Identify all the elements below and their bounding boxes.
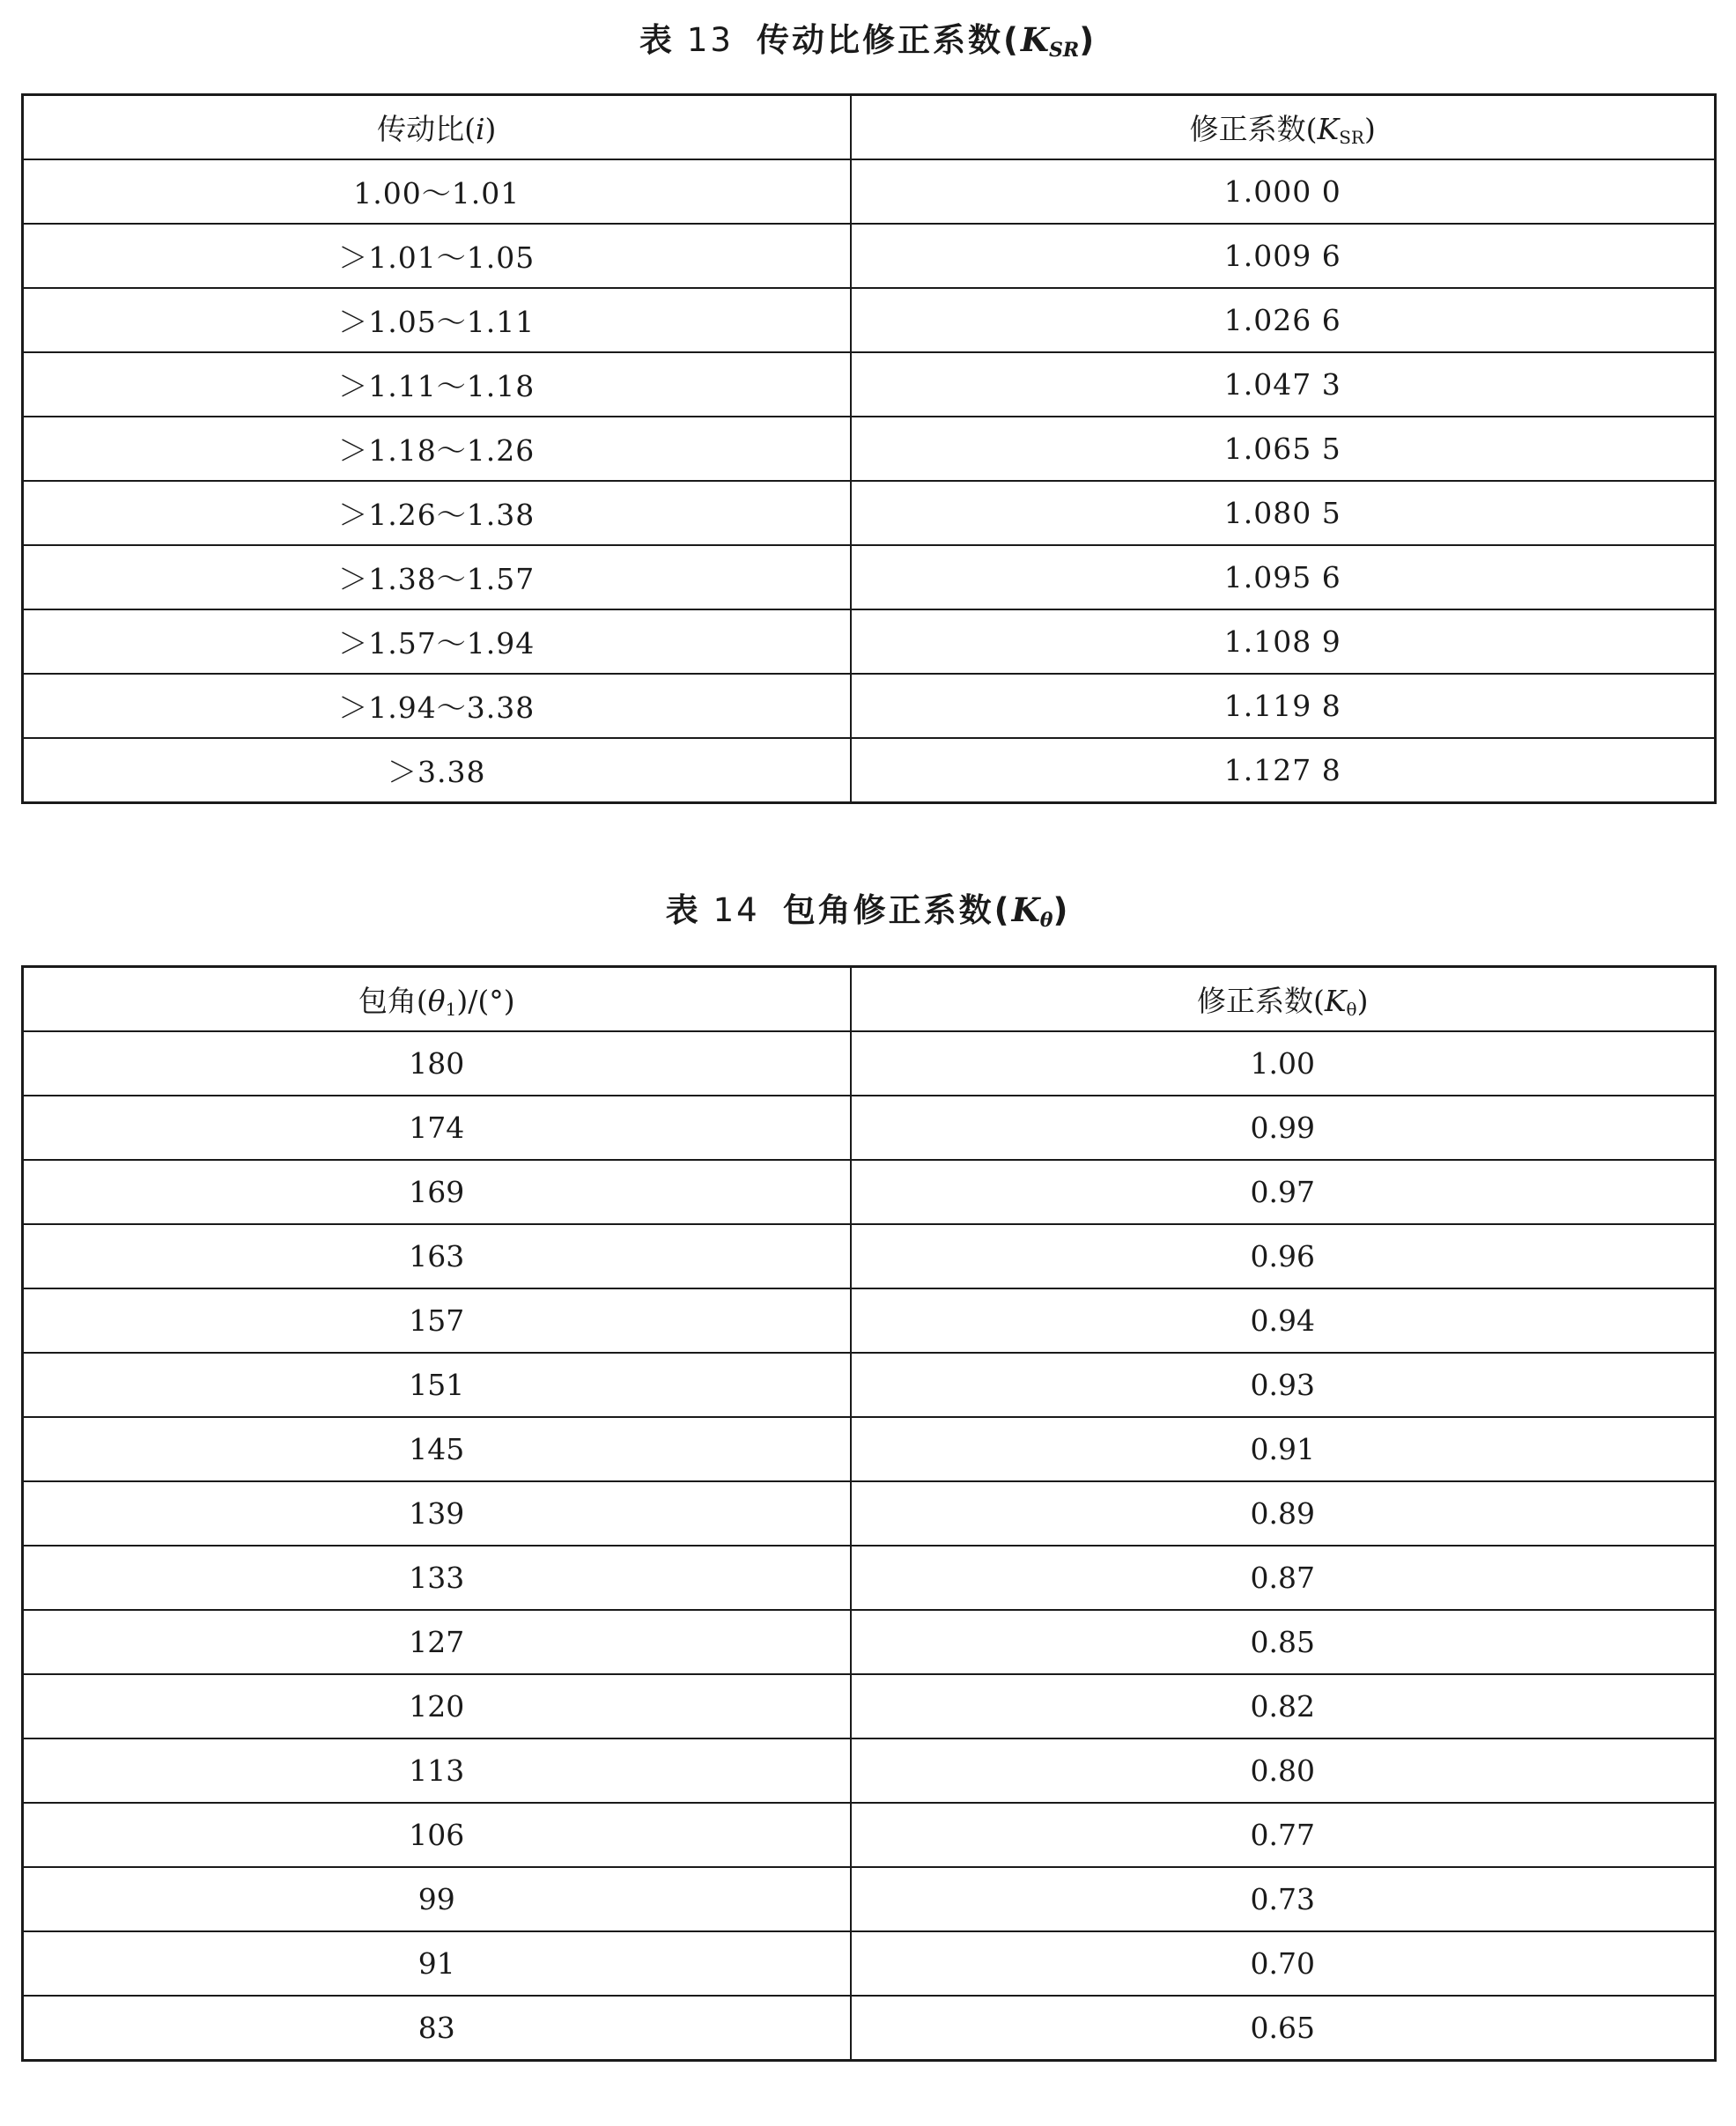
table-row xyxy=(23,1803,1716,1867)
factor-cell: 0.89 xyxy=(851,1481,1716,1546)
ratio-cell: ＞1.01～1.05 xyxy=(23,224,851,288)
angle-cell: 133 xyxy=(23,1546,851,1610)
ratio-cell: ＞1.94～3.38 xyxy=(23,674,851,738)
header-transmission-ratio xyxy=(23,95,851,160)
caption-close: ) xyxy=(1079,21,1097,59)
caption-subscript: SR xyxy=(1049,39,1080,62)
factor-cell: 1.00 xyxy=(851,1031,1716,1096)
caption-close: ) xyxy=(1053,891,1071,929)
header-text: 包角( xyxy=(358,984,428,1018)
factor-cell: 0.80 xyxy=(851,1738,1716,1803)
table-row xyxy=(23,609,1716,674)
factor-cell: 1.119 8 xyxy=(851,674,1716,738)
angle-cell: 145 xyxy=(23,1417,851,1481)
table-row xyxy=(23,1031,1716,1096)
table-row xyxy=(23,1353,1716,1417)
table-14 xyxy=(21,965,1717,2062)
angle-cell: 163 xyxy=(23,1224,851,1288)
angle-cell: 151 xyxy=(23,1353,851,1417)
caption-symbol: K xyxy=(1011,890,1040,929)
factor-cell: 0.93 xyxy=(851,1353,1716,1417)
header-close: )/(°) xyxy=(456,984,515,1018)
header-wrap-angle xyxy=(23,967,851,1032)
ratio-cell: ＞3.38 xyxy=(23,738,851,803)
table-14-caption xyxy=(0,888,1736,942)
table-13-caption xyxy=(0,18,1736,72)
table-row xyxy=(23,1417,1716,1481)
ratio-cell: 1.00～1.01 xyxy=(23,159,851,224)
table-13 xyxy=(21,93,1717,804)
table-row xyxy=(23,674,1716,738)
header-close: ) xyxy=(1363,112,1376,146)
caption-text: 传动比修正系数( xyxy=(756,21,1021,59)
caption-symbol: K xyxy=(1020,20,1050,59)
header-text: 传动比( xyxy=(377,112,476,146)
table-row xyxy=(23,288,1716,352)
table-row xyxy=(23,1096,1716,1160)
caption-subscript: θ xyxy=(1039,909,1053,932)
factor-cell: 1.108 9 xyxy=(851,609,1716,674)
header-symbol: θ xyxy=(427,984,446,1018)
factor-cell: 1.127 8 xyxy=(851,738,1716,803)
factor-cell: 0.82 xyxy=(851,1674,1716,1738)
angle-cell: 157 xyxy=(23,1288,851,1353)
table-header-row xyxy=(23,967,1716,1032)
factor-cell: 0.99 xyxy=(851,1096,1716,1160)
factor-cell: 0.96 xyxy=(851,1224,1716,1288)
angle-cell: 113 xyxy=(23,1738,851,1803)
table-row xyxy=(23,545,1716,609)
table-row xyxy=(23,481,1716,545)
table-row xyxy=(23,1738,1716,1803)
header-close: ) xyxy=(484,112,497,146)
factor-cell: 0.94 xyxy=(851,1288,1716,1353)
angle-cell: 169 xyxy=(23,1160,851,1224)
factor-cell: 1.095 6 xyxy=(851,545,1716,609)
header-text: 修正系数( xyxy=(1197,984,1325,1018)
ratio-cell: ＞1.38～1.57 xyxy=(23,545,851,609)
angle-cell: 99 xyxy=(23,1867,851,1931)
factor-cell: 1.009 6 xyxy=(851,224,1716,288)
angle-cell: 174 xyxy=(23,1096,851,1160)
table-row xyxy=(23,1931,1716,1996)
table-row xyxy=(23,1610,1716,1674)
header-subscript: SR xyxy=(1339,127,1364,148)
angle-cell: 139 xyxy=(23,1481,851,1546)
table-row xyxy=(23,1867,1716,1931)
factor-cell: 0.91 xyxy=(851,1417,1716,1481)
header-symbol: K xyxy=(1324,984,1347,1018)
ratio-cell: ＞1.11～1.18 xyxy=(23,352,851,417)
table-row xyxy=(23,1160,1716,1224)
ratio-cell: ＞1.26～1.38 xyxy=(23,481,851,545)
ratio-cell: ＞1.57～1.94 xyxy=(23,609,851,674)
table-row xyxy=(23,224,1716,288)
angle-cell: 127 xyxy=(23,1610,851,1674)
table-row xyxy=(23,1546,1716,1610)
header-close: ) xyxy=(1356,984,1369,1018)
table-row xyxy=(23,1288,1716,1353)
factor-cell: 0.97 xyxy=(851,1160,1716,1224)
angle-cell: 120 xyxy=(23,1674,851,1738)
table-row xyxy=(23,352,1716,417)
table-row xyxy=(23,417,1716,481)
caption-number: 13 xyxy=(686,21,734,59)
factor-cell: 1.000 0 xyxy=(851,159,1716,224)
factor-cell: 1.047 3 xyxy=(851,352,1716,417)
angle-cell: 83 xyxy=(23,1996,851,2061)
factor-cell: 0.73 xyxy=(851,1867,1716,1931)
caption-number: 14 xyxy=(713,891,760,929)
table-row xyxy=(23,1481,1716,1546)
header-symbol: K xyxy=(1317,112,1340,146)
ratio-cell: ＞1.18～1.26 xyxy=(23,417,851,481)
angle-cell: 91 xyxy=(23,1931,851,1996)
table-row xyxy=(23,1674,1716,1738)
factor-cell: 0.65 xyxy=(851,1996,1716,2061)
caption-prefix: 表 xyxy=(639,21,675,59)
ratio-cell: ＞1.05～1.11 xyxy=(23,288,851,352)
header-subscript: 1 xyxy=(445,999,457,1020)
table-row xyxy=(23,159,1716,224)
caption-text: 包角修正系数( xyxy=(782,891,1012,929)
angle-cell: 180 xyxy=(23,1031,851,1096)
factor-cell: 0.70 xyxy=(851,1931,1716,1996)
factor-cell: 1.065 5 xyxy=(851,417,1716,481)
table-header-row xyxy=(23,95,1716,160)
factor-cell: 1.026 6 xyxy=(851,288,1716,352)
caption-prefix: 表 xyxy=(665,891,701,929)
header-subscript: θ xyxy=(1346,999,1357,1020)
factor-cell: 1.080 5 xyxy=(851,481,1716,545)
factor-cell: 0.87 xyxy=(851,1546,1716,1610)
table-row xyxy=(23,1996,1716,2061)
factor-cell: 0.77 xyxy=(851,1803,1716,1867)
factor-cell: 0.85 xyxy=(851,1610,1716,1674)
header-symbol: i xyxy=(475,112,485,146)
table-row xyxy=(23,1224,1716,1288)
header-correction-factor xyxy=(851,95,1716,160)
header-correction-factor xyxy=(851,967,1716,1032)
header-text: 修正系数( xyxy=(1189,112,1318,146)
table-row xyxy=(23,738,1716,803)
angle-cell: 106 xyxy=(23,1803,851,1867)
